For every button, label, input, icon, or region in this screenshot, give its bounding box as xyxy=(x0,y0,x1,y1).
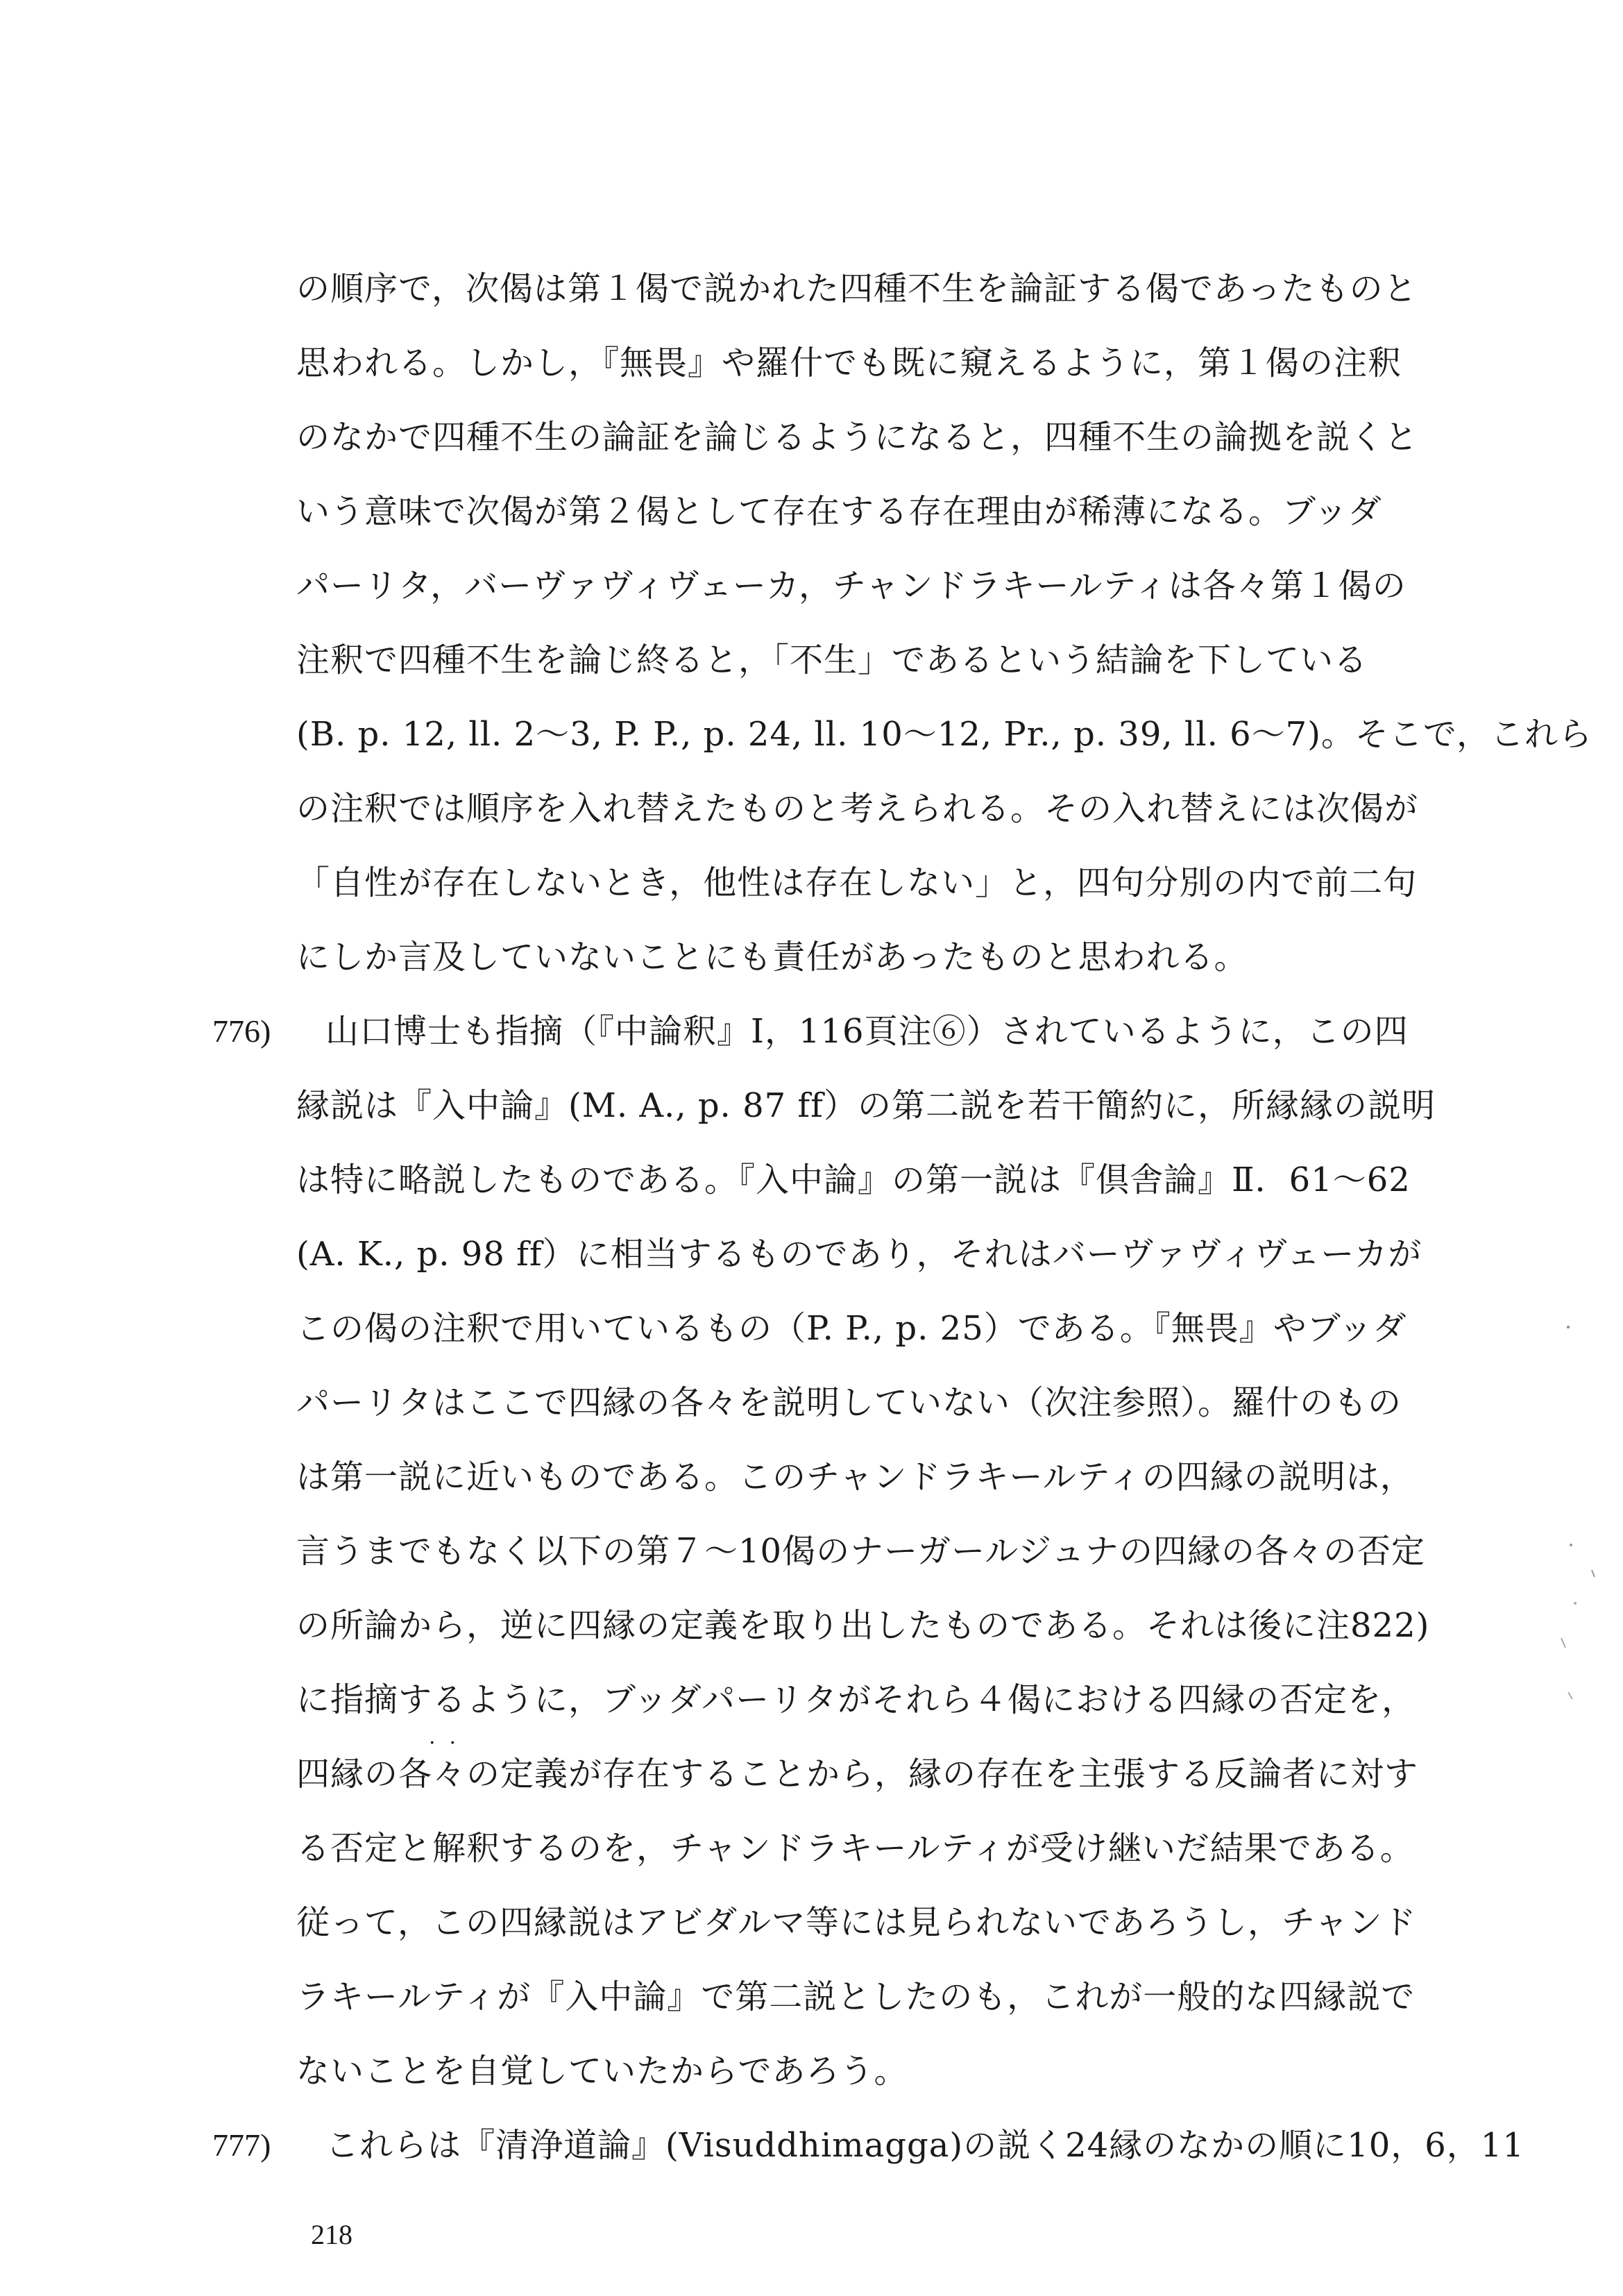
text-line: の所論から，逆に四縁の定義を取り出したものである。それは後に注822) xyxy=(296,1606,1430,1645)
text-line: 言うまでもなく以下の第７～10偈のナーガールジュナの四縁の各々の否定 xyxy=(296,1532,1426,1571)
text-line: パーリタ，バーヴァヴィヴェーカ，チャンドラキールティは各々第１偈の xyxy=(296,566,1407,605)
text-line: パーリタはここで四縁の各々を説明していない（次注参照）。羅什のもの xyxy=(296,1383,1402,1422)
text-line: 従って，この四縁説はアビダルマ等には見られないであろうし，チャンド xyxy=(296,1903,1417,1942)
scan-specks xyxy=(1554,1312,1610,1798)
text-line: ないことを自覚していたからであろう。 xyxy=(296,2052,908,2091)
text-line: ラキールティが『入中論』で第二説としたのも，これが一般的な四縁説で xyxy=(296,1977,1416,2016)
text-line: 四縁の各々の定義が存在することから，縁の存在を主張する反論者に対す xyxy=(296,1755,1419,1793)
text-line: この偈の注釈で用いているもの（P. P., p. 25）である。『無畏』やブッダ xyxy=(296,1309,1407,1348)
text-line: に指摘するように，ブッダパーリタがそれら４偈における四縁の否定を， xyxy=(296,1680,1416,1719)
text-line: 山口博士も指摘（『中論釈』I，116頁注⑥）されているように，この四 xyxy=(325,1012,1409,1051)
text-line: 注釈で四種不生を論じ終ると，「不生」であるという結論を下している xyxy=(296,641,1368,679)
emphasis-dots: ·· xyxy=(429,1731,470,1755)
text-line: (B. p. 12, ll. 2～3, P. P., p. 24, ll. 10～12, Pr., p. 39, ll. 6～7)。そこで，これら xyxy=(296,715,1592,754)
text-line: いう意味で次偈が第２偈として存在する存在理由が稀薄になる。ブッダ xyxy=(296,492,1382,531)
text-line: これらは『清浄道論』(Visuddhimagga)の説く24縁のなかの順に10，6，11 xyxy=(325,2126,1524,2165)
text-line: る否定と解釈するのを，チャンドラキールティが受け継いだ結果である。 xyxy=(296,1829,1414,1868)
text-line: 「自性が存在しないとき，他性は存在しない」と，四句分別の内で前二句 xyxy=(296,863,1418,902)
footnote-number: 777) xyxy=(212,2127,271,2163)
text-line: は第一説に近いものである。このチャンドラキールティの四縁の説明は， xyxy=(296,1458,1414,1496)
text-line: の注釈では順序を入れ替えたものと考えられる。その入れ替えには次偈が xyxy=(296,789,1419,828)
text-line: 縁説は『入中論』(M. A., p. 87 ff）の第二説を若干簡約に，所縁縁の説明 xyxy=(296,1086,1436,1125)
page-number: 218 xyxy=(311,2219,352,2250)
footnote-number: 776) xyxy=(212,1013,271,1049)
text-line: にしか言及していないことにも責任があったものと思われる。 xyxy=(296,938,1248,977)
text-line: は特に略説したものである。『入中論』の第一説は『倶舎論』Ⅱ．61～62 xyxy=(296,1160,1411,1199)
text-line: の順序で，次偈は第１偈で説かれた四種不生を論証する偈であったものと xyxy=(296,269,1418,308)
text-line: 思われる。しかし，『無畏』や羅什でも既に窺えるように，第１偈の注釈 xyxy=(296,344,1402,382)
text-line: のなかで四種不生の論証を論じるようになると，四種不生の論拠を説くと xyxy=(296,418,1419,457)
text-line: (A. K., p. 98 ff）に相当するものであり，それはバーヴァヴィヴェーカが xyxy=(296,1235,1422,1274)
